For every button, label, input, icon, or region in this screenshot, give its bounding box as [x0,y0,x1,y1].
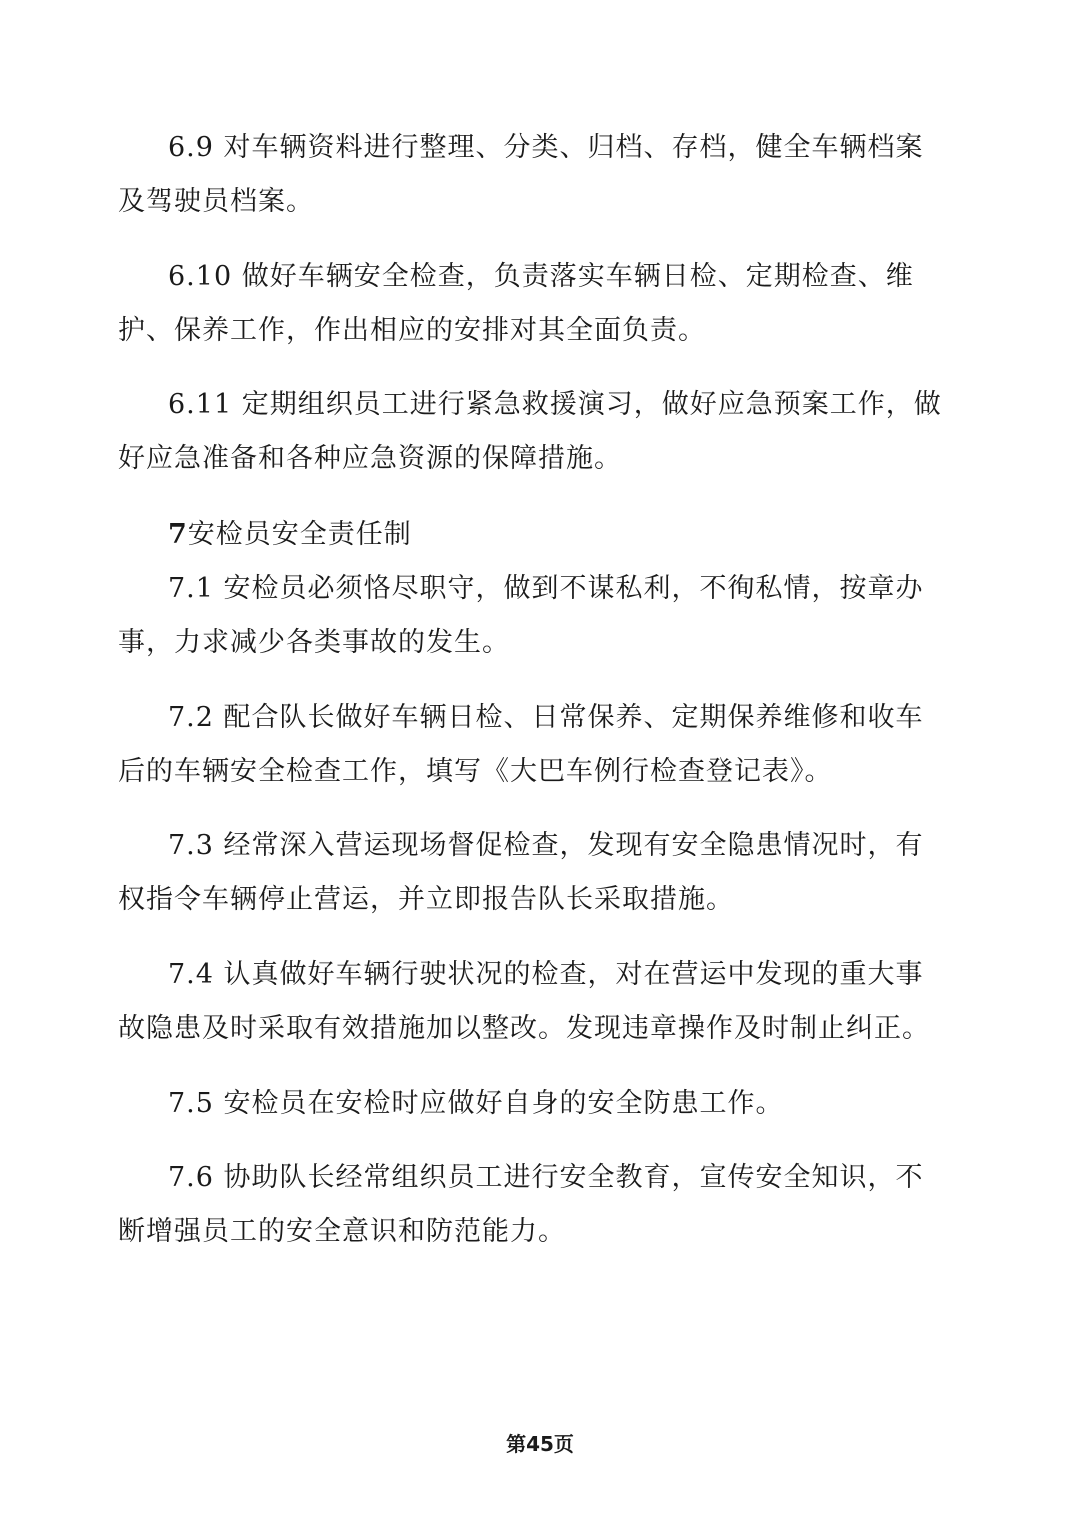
paragraph-7-2: 7.2 配合队长做好车辆日检、日常保养、定期保养维修和收车后的车辆安全检查工作，填写《大巴车例行检查登记表》。 [118,702,924,787]
paragraph-7-4: 7.4 认真做好车辆行驶状况的检查，对在营运中发现的重大事故隐患及时采取有效措施加以整改。发现违章操作及时制止纠正。 [118,959,930,1044]
paragraph-7-6: 7.6 协助队长经常组织员工进行安全教育，宣传安全知识，不断增强员工的安全意识和防范能力。 [118,1162,924,1247]
section-7-heading [168,508,412,562]
paragraph-6-10: 6.10 做好车辆安全检查，负责落实车辆日检、定期检查、维护、保养工作，作出相应的安排对其全面负责。 [118,261,914,346]
section-7-title: 安检员安全责任制 [187,519,412,550]
paragraph-7-3: 7.3 经常深入营运现场督促检查，发现有安全隐患情况时，有权指令车辆停止营运，并立即报告队长采取措施。 [118,830,924,915]
section-7-number: 7 [168,519,188,550]
paragraph-7-1: 7.1 安检员必须恪尽职守，做到不谋私利，不徇私情，按章办事，力求减少各类事故的发生。 [118,573,924,658]
paragraph-6-9: 6.9 对车辆资料进行整理、分类、归档、存档，健全车辆档案及驾驶员档案。 [118,132,924,217]
paragraph-6-11: 6.11 定期组织员工进行紧急救援演习，做好应急预案工作，做好应急准备和各种应急资源的保障措施。 [118,389,942,474]
paragraph-7-5: 7.5 安检员在安检时应做好自身的安全防患工作。 [168,1088,784,1119]
page-number: 第45页 [506,1432,574,1456]
